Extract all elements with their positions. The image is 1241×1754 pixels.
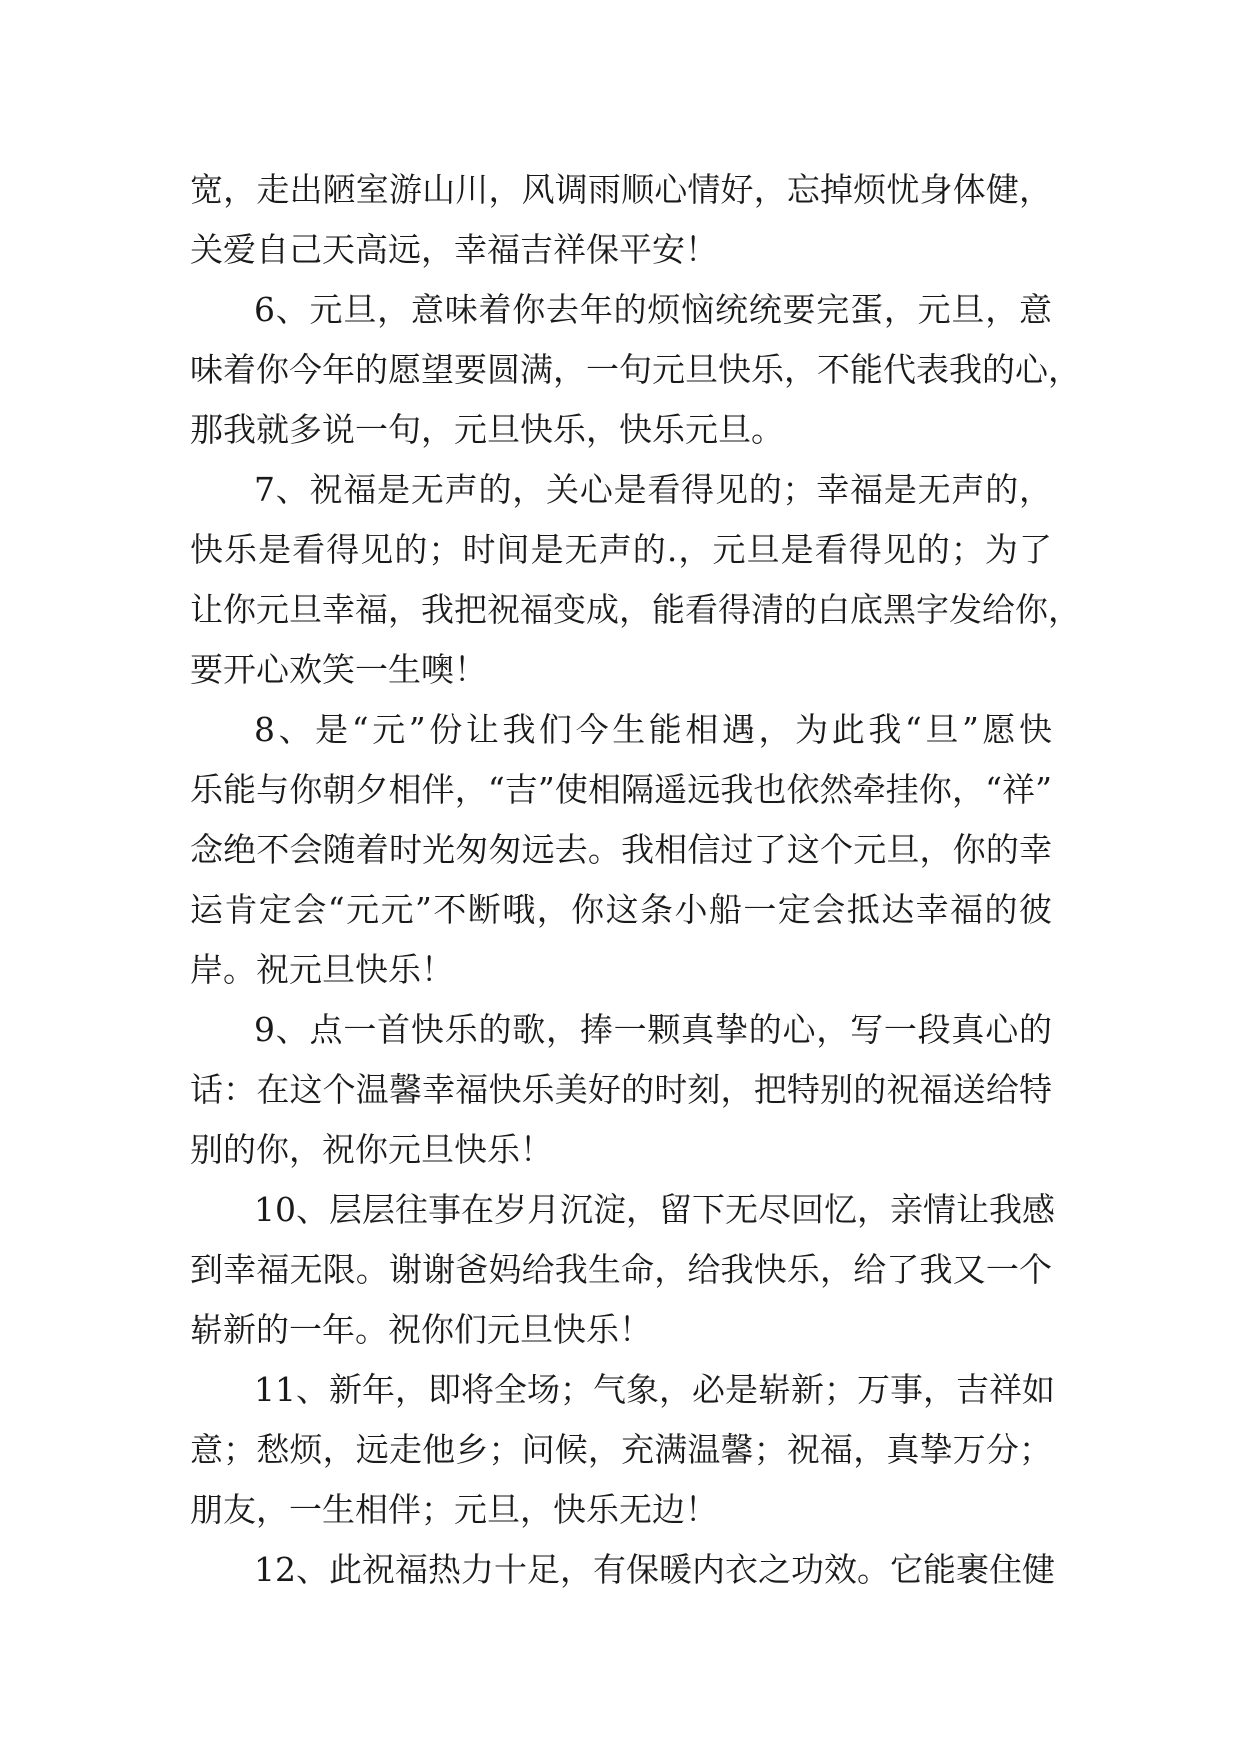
text-line: 朋友，一生相伴；元旦，快乐无边！ <box>190 1490 718 1529</box>
paragraph-12-start: 12、此祝福热力十足，有保暖内衣之功效。它能裹住健 <box>254 1550 1055 1589</box>
text-line: 意；愁烦，远走他乡；问候，充满温馨；祝福，真挚万分； <box>190 1430 1052 1469</box>
document-body <box>190 160 1081 1600</box>
text-line: 关爱自己天高远，幸福吉祥保平安！ <box>190 230 718 269</box>
text-line: 味着你今年的愿望要圆满，一句元旦快乐，不能代表我的心， <box>190 350 1081 389</box>
text-line: 要开心欢笑一生噢！ <box>190 650 487 689</box>
paragraph-10-start: 10、层层往事在岁月沉淀，留下无尽回忆，亲情让我感 <box>254 1190 1055 1229</box>
paragraph-8-start: 8、是“元”份让我们今生能相遇，为此我“旦”愿快 <box>254 710 1052 749</box>
paragraph-9-start: 9、点一首快乐的歌，捧一颗真挚的心，写一段真心的 <box>254 1010 1052 1049</box>
text-line: 到幸福无限。谢谢爸妈给我生命，给我快乐，给了我又一个 <box>190 1250 1052 1289</box>
text-line: 快乐是看得见的；时间是无声的.，元旦是看得见的；为了 <box>190 530 1052 569</box>
text-line: 别的你，祝你元旦快乐！ <box>190 1130 553 1169</box>
text-line: 话：在这个温馨幸福快乐美好的时刻，把特别的祝福送给特 <box>190 1070 1052 1109</box>
text-line: 念绝不会随着时光匆匆远去。我相信过了这个元旦，你的幸 <box>190 830 1052 869</box>
text-line: 让你元旦幸福，我把祝福变成，能看得清的白底黑字发给你， <box>190 590 1081 629</box>
text-line: 运肯定会“元元”不断哦，你这条小船一定会抵达幸福的彼 <box>190 890 1052 929</box>
text-line: 宽，走出陋室游山川，风调雨顺心情好，忘掉烦忧身体健， <box>190 170 1052 209</box>
text-line: 崭新的一年。祝你们元旦快乐！ <box>190 1310 652 1349</box>
text-line: 岸。祝元旦快乐！ <box>190 950 454 989</box>
paragraph-7-start: 7、祝福是无声的，关心是看得见的；幸福是无声的， <box>254 470 1052 509</box>
paragraph-6-start: 6、元旦，意味着你去年的烦恼统统要完蛋，元旦，意 <box>254 290 1052 329</box>
text-line: 乐能与你朝夕相伴，“吉”使相隔遥远我也依然牵挂你，“祥” <box>190 770 1052 809</box>
paragraph-11-start: 11、新年，即将全场；气象，必是崭新；万事，吉祥如 <box>254 1370 1055 1409</box>
text-line: 那我就多说一句，元旦快乐，快乐元旦。 <box>190 410 784 449</box>
